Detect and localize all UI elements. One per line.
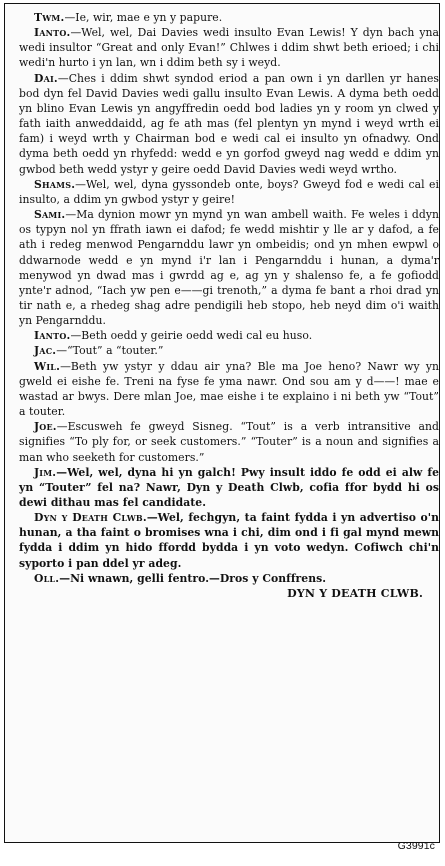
speaker-name: Shams. — [34, 177, 76, 191]
dialogue-text: —Ches i ddim shwt syndod eriod a pan own i yn darllen yr hanes bod dyn fel David Davies wedi gallu insulto Evan Lewis. A dyma beth oedd yn blino Evan Lewis yn angyffredin oedd bod ladies yn y room yn clwed y fath iaith anweddaidd, ag fe ath mas (fel plentyn yn mynd i weyd wrth ei fam) i weyd wrth y Chairman bod e wedi cal ei insulto yn ofnadwy. Ond dyma beth oedd yn rhyfedd: wedd e yn gorfod gweyd nag wedd e ddim yn gwbod beth wedd ystyr y geire oedd David Davies wedi weyd wrtho. — [19, 71, 439, 176]
dialogue-text: —“Tout” a “touter.” — [56, 344, 164, 358]
speaker-name: Dyn y Death Clwb. — [34, 511, 147, 525]
clipping-frame — [4, 3, 440, 843]
dialogue-paragraph-12 — [19, 571, 439, 586]
dialogue-paragraph-11 — [19, 510, 439, 571]
dialogue-text: —Escusweh fe gweyd Sisneg. “Tout” is a verb intransitive and signifies “To ply for, or seek customers.” “Touter” is a noun and signifies a man who seeketh for customers.” — [19, 420, 439, 464]
dialogue-paragraph-3 — [19, 71, 439, 177]
dialogue-text: —Ni wnawn, gelli fentro.—Dros y Conffrens. — [59, 571, 327, 585]
archive-code: G3991c — [397, 840, 435, 852]
speaker-name: Joe. — [34, 420, 57, 434]
speaker-name: Jim. — [34, 465, 57, 479]
dialogue-paragraph-5 — [19, 207, 439, 328]
dialogue-text: —Beth yw ystyr y ddau air yna? Ble ma Joe heno? Nawr wy yn gweld ei eishe fe. Treni na fyse fe yma nawr. Ond sou am y d——! mae e wastad ar bwys. Dere mlan Joe, mae eishe i te explaino i ni beth yw “Tout” a touter. — [19, 359, 439, 419]
speaker-name: Twm. — [34, 11, 65, 24]
dialogue-text: —Ie, wir, mae e yn y papure. — [64, 11, 223, 24]
dialogue-paragraph-1 — [19, 10, 439, 25]
dialogue-paragraph-7 — [19, 343, 439, 358]
dialogue-text: —Ma dynion mowr yn mynd yn wan ambell waith. Fe weles i ddyn os typyn nol yn ffrath iawn ei dafod; fe wedd mishtir y lle ar y dafod, a fe ath i redeg menwod Pengarnddu lawr yn ombeidis; ond yn mhen ewpwl o ddwarnode wedd e yn mynd i'r lan i Pengarnddu i hunan, a dyma'r menywod yn dwad mas i gwrdd ag e, ag yn y shalenso fe, a fe gofiodd ynte'r adnod, “Iach yw pen e——gi trenoth,” a dyma fe bant a rhoi drad yn tir nath e, a rhedeg shag adre pendigili heb stopo, heb neyd dim o'i waith yn Pengarnddu. — [19, 208, 439, 328]
dialogue-text: —Beth oedd y geirie oedd wedi cal eu huso. — [70, 329, 313, 343]
dialogue-paragraph-8 — [19, 359, 439, 420]
dialogue-text: —Wel, wel, Dai Davies wedi insulto Evan Lewis! Y dyn bach yna wedi insultor “Great and only Evan!” Chlwes i ddim shwt beth erioed; i chi wedi'n hurto i yn lan, wn i ddim beth sy i weyd. — [19, 26, 439, 70]
speaker-name: Dai. — [34, 71, 58, 85]
dialogue-paragraph-2 — [19, 25, 439, 70]
article-body — [19, 10, 439, 601]
dialogue-text: —Wel, fechgyn, ta faint fydda i yn advertiso o'n hunan, a tha faint o bromises wna i chi, dim ond i fi gal mynd mewn fydda i ddim yn hido ffordd bydda i yn voto wedyn. Cofiwch chi'n syporto i pan ddel yr adeg. — [19, 511, 440, 570]
speaker-name: Jac. — [34, 344, 57, 358]
speaker-name: Ianto. — [34, 26, 71, 40]
article-signature: DYN Y DEATH CLWB. — [287, 586, 423, 600]
dialogue-paragraph-6 — [19, 328, 439, 343]
dialogue-paragraph-10 — [19, 465, 439, 510]
dialogue-paragraph-4 — [19, 177, 439, 207]
speaker-name: Oll. — [34, 571, 60, 585]
dialogue-paragraph-9 — [19, 419, 439, 464]
speaker-name: Wil. — [34, 359, 61, 373]
dialogue-text: —Wel, wel, dyna hi yn galch! Pwy insult iddo fe odd ei alw fe yn “Touter” fel na? Nawr, Dyn y Death Clwb, cofia ffor bydd hi os dewi dithau mas fel candidate. — [19, 465, 439, 509]
dialogue-text: —Wel, wel, dyna gyssondeb onte, boys? Gweyd fod e wedi cal ei insulto, a ddim yn gwbod ystyr y geire! — [19, 177, 439, 206]
speaker-name: Sami. — [34, 208, 66, 222]
speaker-name: Ianto. — [34, 329, 71, 343]
